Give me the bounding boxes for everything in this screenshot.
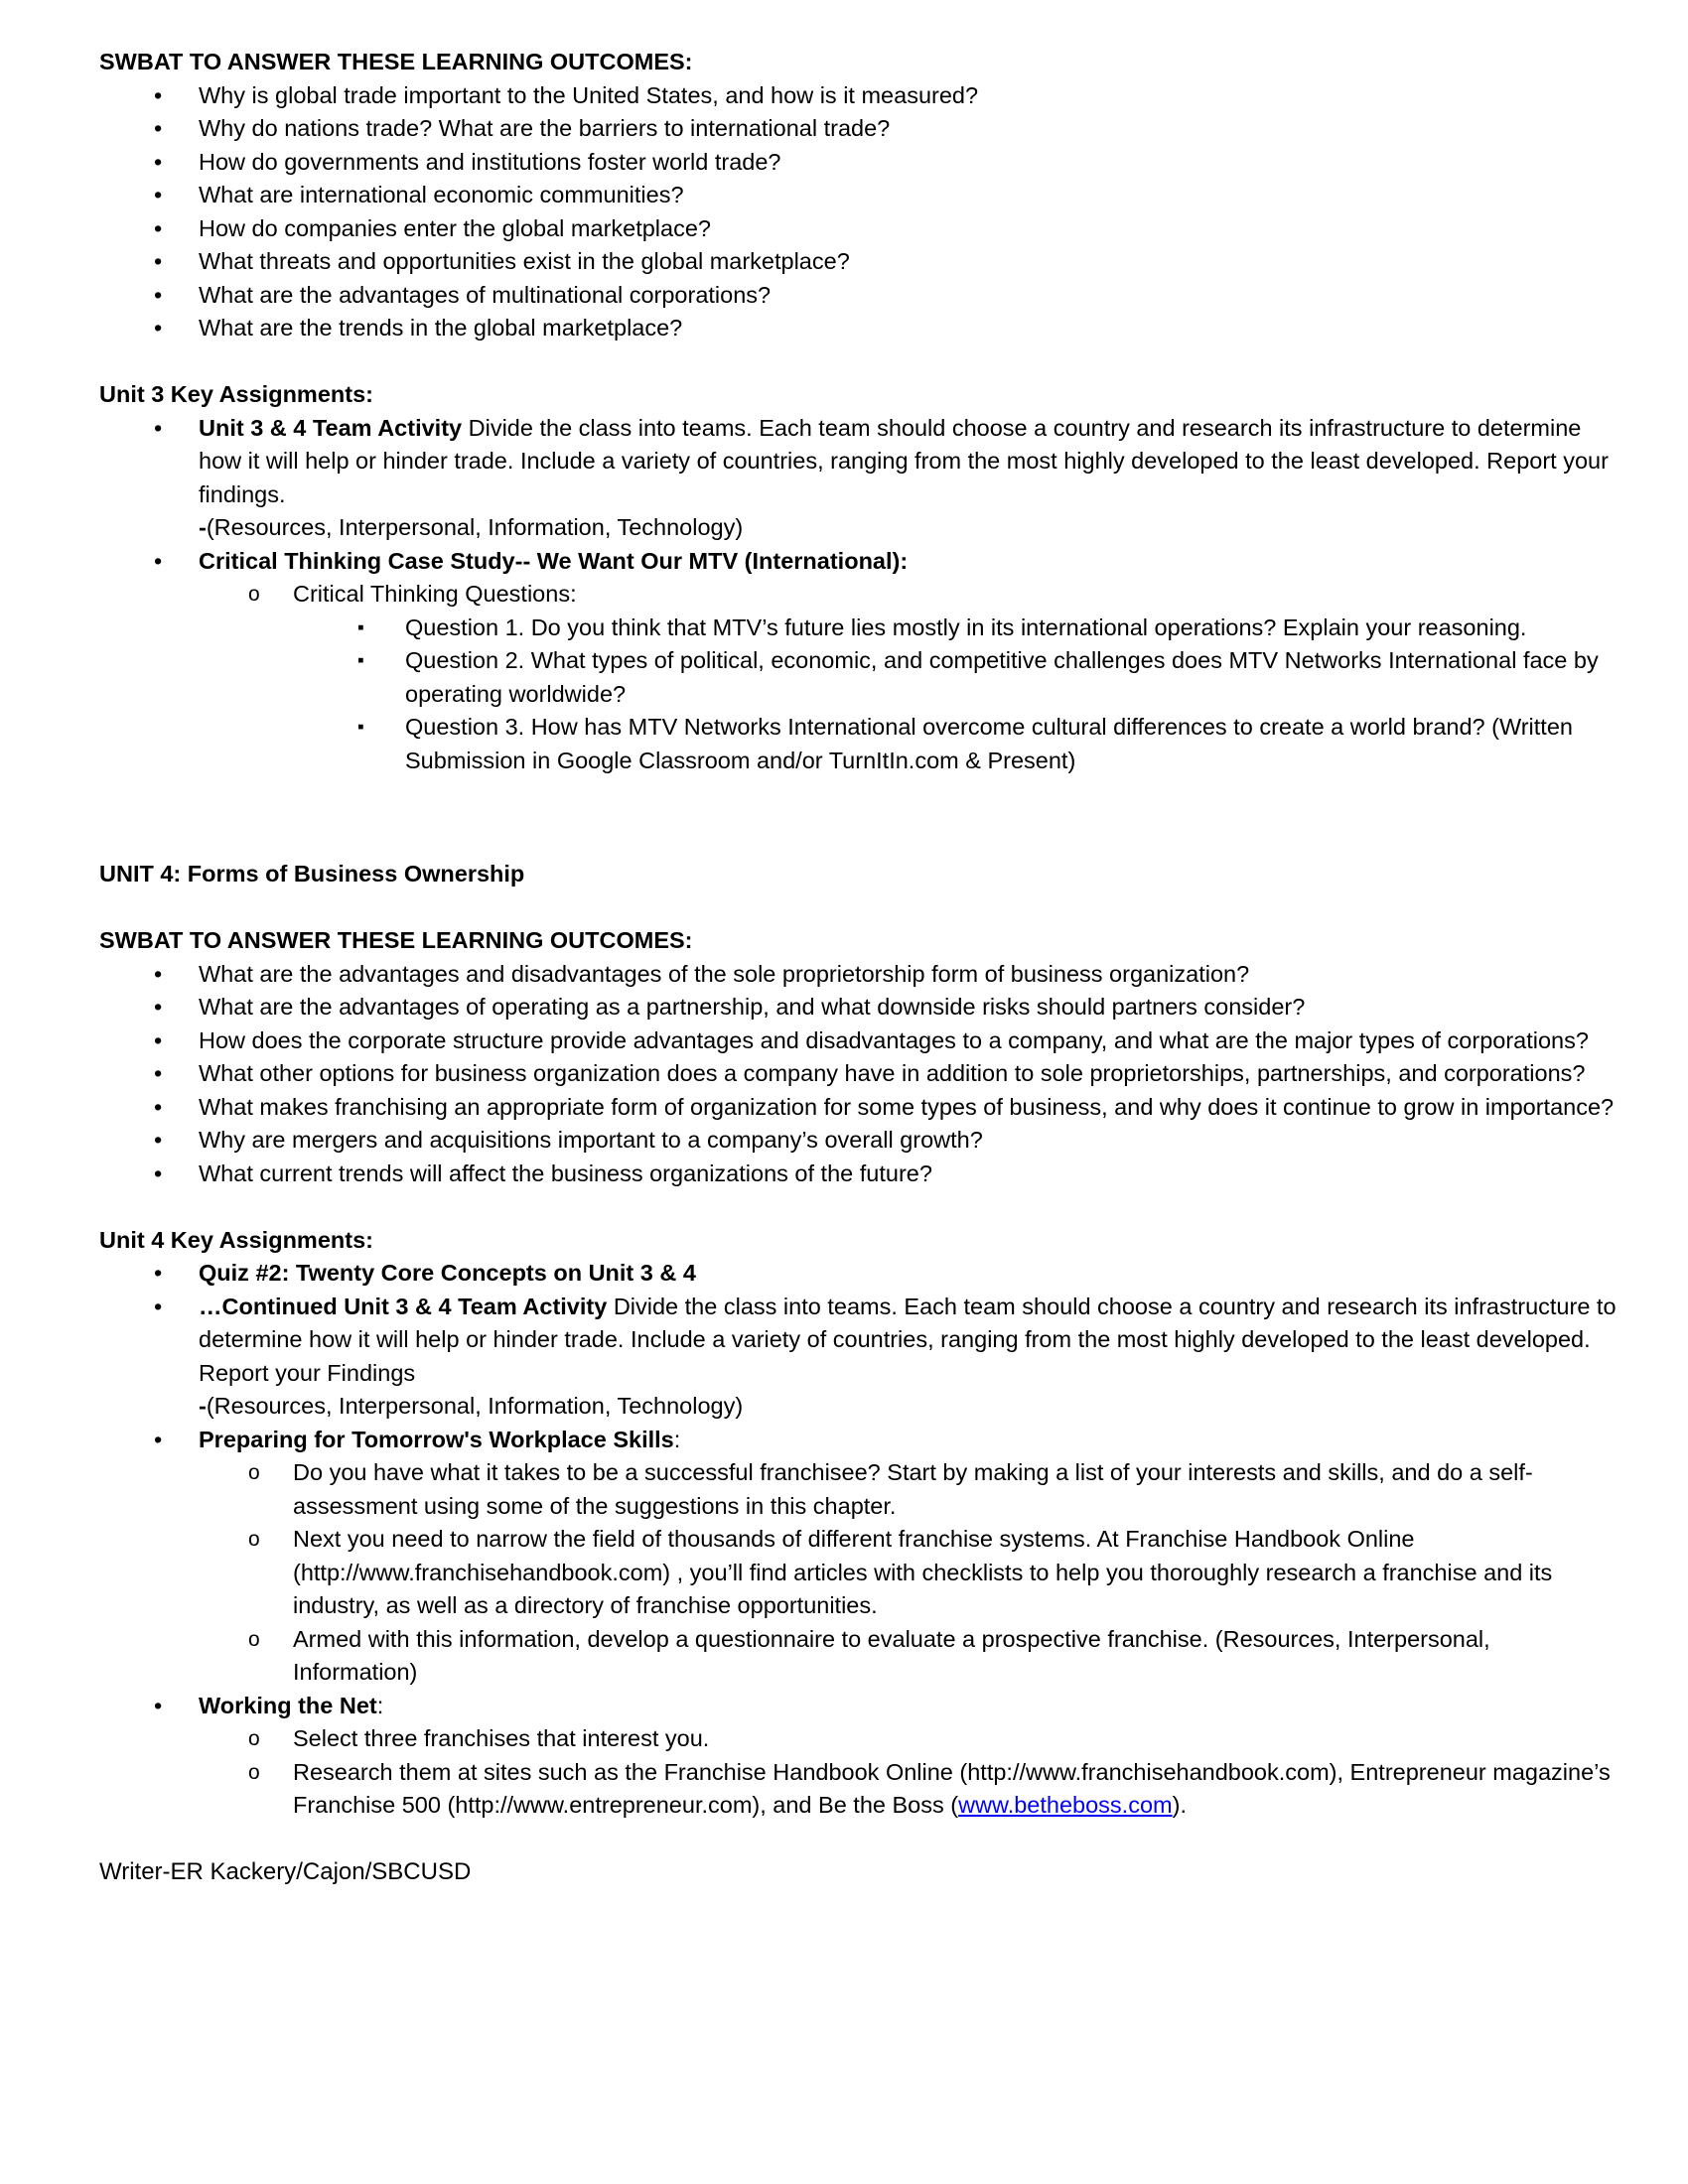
list-item xyxy=(99,279,1618,313)
list-item xyxy=(99,1091,1618,1125)
disc-bullet-icon: • xyxy=(154,547,163,574)
list-item xyxy=(99,1523,1618,1623)
list-item-text xyxy=(405,644,1618,711)
list-item-text xyxy=(199,279,1618,313)
circle-bullet-icon: o xyxy=(248,1528,260,1551)
list-item xyxy=(99,146,1618,180)
scans-tags-line-unit3 xyxy=(99,511,1618,545)
disc-bullet-icon: • xyxy=(154,1426,163,1452)
text-segment: What current trends will affect the business organizations of the future? xyxy=(199,1160,932,1186)
list-item xyxy=(99,312,1618,345)
blank-line xyxy=(99,777,1618,811)
text-segment: How do governments and institutions foster world trade? xyxy=(199,148,781,175)
text-segment: SWBAT TO ANSWER THESE LEARNING OUTCOMES: xyxy=(99,927,693,953)
square-bullet-icon: ▪ xyxy=(357,650,364,671)
disc-bullet-icon: • xyxy=(154,1293,163,1319)
research-franchises-item xyxy=(99,1756,1618,1823)
critical-thinking-case-study-item xyxy=(99,545,1618,579)
circle-bullet-icon: o xyxy=(248,1461,260,1484)
disc-bullet-icon: • xyxy=(154,214,163,241)
text-segment: Do you have what it takes to be a successful franchisee? Start by making a list of your interests and skills, and do a self-assessment using some of the suggestions in this chapter. xyxy=(293,1459,1533,1519)
list-item-text xyxy=(199,179,1618,212)
list-item-text xyxy=(199,245,1618,279)
text-segment: Next you need to narrow the field of thousands of different franchise systems. At Franchise Handbook Online (http://www.franchisehandbook.com) , you’ll find articles with checklists to help you thoroughly research a franchise and its industry, as well as a directory of franchise opportunities. xyxy=(293,1526,1553,1618)
text-segment: Armed with this information, develop a questionnaire to evaluate a prospective franchise. (Resources, Interpersonal, Information) xyxy=(293,1625,1490,1685)
text-segment: How does the corporate structure provide advantages and disadvantages to a company, and what are the major types of corporations? xyxy=(199,1026,1589,1053)
square-bullet-icon: ▪ xyxy=(357,717,364,738)
list-item xyxy=(99,179,1618,212)
list-item xyxy=(99,578,1618,612)
text-segment: What makes franchising an appropriate form of organization for some types of business, and why does it continue to grow in importance? xyxy=(199,1093,1615,1120)
text-segment: What are the advantages of operating as a partnership, and what downside risks should partners consider? xyxy=(199,994,1306,1020)
list-item xyxy=(99,212,1618,246)
text-segment: Why is global trade important to the United States, and how is it measured? xyxy=(199,81,979,108)
text-segment: What are international economic communities? xyxy=(199,182,684,207)
disc-bullet-icon: • xyxy=(154,148,163,175)
list-item-text xyxy=(293,578,1618,612)
list-item xyxy=(99,1623,1618,1690)
list-item-text xyxy=(293,1756,1618,1823)
disc-bullet-icon: • xyxy=(154,281,163,308)
list-item xyxy=(99,991,1618,1024)
text-segment: Question 3. How has MTV Networks International overcome cultural differences to create a world brand? (Written Submission in Google Classroom and/or TurnItIn.com & Present) xyxy=(405,714,1573,773)
blank-line xyxy=(99,345,1618,379)
blank-line xyxy=(99,1190,1618,1224)
list-item xyxy=(99,1057,1618,1091)
quiz2-item xyxy=(99,1257,1618,1291)
unit4-title-heading xyxy=(99,858,1618,891)
continued-team-activity-item xyxy=(99,1291,1618,1391)
text-segment: Why do nations trade? What are the barriers to international trade? xyxy=(199,115,891,141)
disc-bullet-icon: • xyxy=(154,248,163,274)
text-segment: Select three franchises that interest you. xyxy=(293,1725,710,1751)
list-item-text xyxy=(293,1523,1618,1623)
text-segment: Divide the class into teams. Each team should choose a country and research its infrastructure to determine how it will help or hinder trade. Include a variety of countries, ranging from the most highly developed to the least developed. Report your Findings xyxy=(199,1293,1617,1386)
list-item xyxy=(99,245,1618,279)
disc-bullet-icon: • xyxy=(154,1060,163,1086)
text-segment: Working the Net xyxy=(199,1692,377,1718)
list-item-text xyxy=(199,212,1618,246)
disc-bullet-icon: • xyxy=(154,1093,163,1120)
list-item-text xyxy=(199,1424,1618,1457)
list-item-text xyxy=(199,1257,1618,1291)
circle-bullet-icon: o xyxy=(248,583,260,606)
list-item xyxy=(99,644,1618,711)
text-segment: (Resources, Interpersonal, Information, Technology) xyxy=(206,1393,744,1419)
text-segment: What are the advantages and disadvantages of the sole proprietorship form of business organization? xyxy=(199,960,1250,987)
text-segment: - xyxy=(199,514,207,540)
learning-outcomes-heading-unit4 xyxy=(99,924,1618,958)
list-item-text xyxy=(293,1623,1618,1690)
list-item xyxy=(99,1158,1618,1191)
list-item-text xyxy=(199,958,1618,992)
text-segment: Why are mergers and acquisitions important to a company’s overall growth? xyxy=(199,1127,983,1153)
list-item-text xyxy=(199,1158,1618,1191)
square-bullet-icon: ▪ xyxy=(357,616,364,638)
list-item xyxy=(99,1722,1618,1756)
text-segment: Unit 3 Key Assignments: xyxy=(99,381,373,407)
text-segment: What are the advantages of multinational corporations? xyxy=(199,281,772,308)
disc-bullet-icon: • xyxy=(154,1127,163,1153)
text-segment: (Resources, Interpersonal, Information, Technology) xyxy=(206,514,744,540)
disc-bullet-icon: • xyxy=(154,1692,163,1718)
text-segment: What other options for business organization does a company have in addition to sole proprietorships, partnerships, and corporations? xyxy=(199,1060,1586,1086)
list-item-text xyxy=(199,112,1618,146)
document-body xyxy=(99,46,1618,1823)
text-segment: SWBAT TO ANSWER THESE LEARNING OUTCOMES: xyxy=(99,49,693,74)
disc-bullet-icon: • xyxy=(154,81,163,108)
text-segment: ). xyxy=(1172,1792,1187,1818)
list-item xyxy=(99,1456,1618,1523)
footer-credit: Writer-ER Kackery/Cajon/SBCUSD xyxy=(99,1858,472,1885)
text-segment: Unit 4 Key Assignments: xyxy=(99,1226,373,1253)
text-segment: : xyxy=(673,1426,681,1452)
list-item-text xyxy=(199,1091,1618,1125)
unit3-team-activity-item xyxy=(99,412,1618,512)
list-item-text xyxy=(199,1291,1618,1391)
text-segment: Question 2. What types of political, economic, and competitive challenges does MTV Networks International face by operating worldwide? xyxy=(405,647,1599,707)
circle-bullet-icon: o xyxy=(248,1760,260,1784)
text-segment: Unit 3 & 4 Team Activity xyxy=(199,414,463,441)
disc-bullet-icon: • xyxy=(154,182,163,207)
list-item xyxy=(99,711,1618,777)
text-segment: UNIT 4: Forms of Business Ownership xyxy=(99,861,525,887)
text-segment: Divide the class into teams. Each team should choose a country and research its infrastructure to determine how it will help or hinder trade. Include a variety of countries, ranging from the most highly developed to the least developed. Report your findings. xyxy=(199,414,1609,507)
list-item-text xyxy=(199,1690,1618,1723)
disc-bullet-icon: • xyxy=(154,115,163,141)
disc-bullet-icon: • xyxy=(154,960,163,987)
list-item-text xyxy=(405,711,1618,777)
list-item-text xyxy=(293,1722,1618,1756)
betheboss-link[interactable]: www.betheboss.com xyxy=(958,1792,1173,1818)
disc-bullet-icon: • xyxy=(154,994,163,1020)
text-segment: Research them at sites such as the Franchise Handbook Online (http://www.franchisehandbook.com), Entrepreneur magazine’s Franchise 500 (http://www.entrepreneur.com), and Be the Boss ( xyxy=(293,1758,1611,1818)
learning-outcomes-heading-unit3 xyxy=(99,46,1618,79)
list-item xyxy=(99,79,1618,113)
list-item-text xyxy=(199,312,1618,345)
blank-line xyxy=(99,811,1618,845)
list-item xyxy=(99,1124,1618,1158)
scans-tags-line-unit4 xyxy=(99,1390,1618,1424)
list-item-text xyxy=(199,545,1618,579)
unit3-key-assignments-heading xyxy=(99,378,1618,412)
text-segment: What are the trends in the global marketplace? xyxy=(199,315,683,341)
unit4-key-assignments-heading xyxy=(99,1224,1618,1258)
disc-bullet-icon: • xyxy=(154,315,163,341)
blank-line xyxy=(99,1823,1618,1856)
text-segment: Critical Thinking Case Study-- We Want Our MTV (International): xyxy=(199,547,909,574)
list-item-text xyxy=(199,1124,1618,1158)
list-item-text xyxy=(199,1057,1618,1091)
text-segment: - xyxy=(199,1393,207,1419)
circle-bullet-icon: o xyxy=(248,1727,260,1750)
text-segment: : xyxy=(376,1692,384,1718)
list-item xyxy=(99,958,1618,992)
list-item-text xyxy=(199,146,1618,180)
preparing-workplace-skills-item xyxy=(99,1424,1618,1457)
text-segment: Critical Thinking Questions: xyxy=(293,581,577,607)
circle-bullet-icon: o xyxy=(248,1627,260,1651)
text-segment: …Continued Unit 3 & 4 Team Activity xyxy=(199,1293,608,1319)
disc-bullet-icon: • xyxy=(154,1260,163,1286)
disc-bullet-icon: • xyxy=(154,1026,163,1053)
list-item-text xyxy=(199,1024,1618,1058)
text-segment: What threats and opportunities exist in the global marketplace? xyxy=(199,248,850,274)
text-segment: How do companies enter the global marketplace? xyxy=(199,214,711,241)
text-segment: Question 1. Do you think that MTV’s future lies mostly in its international operations? Explain your reasoning. xyxy=(405,614,1527,640)
list-item-text xyxy=(293,1456,1618,1523)
blank-line xyxy=(99,891,1618,925)
working-the-net-item xyxy=(99,1690,1618,1723)
disc-bullet-icon: • xyxy=(154,1160,163,1186)
list-item xyxy=(99,112,1618,146)
list-item-text xyxy=(199,412,1618,512)
text-segment: Preparing for Tomorrow's Workplace Skills xyxy=(199,1426,674,1452)
list-item-text xyxy=(405,612,1618,645)
text-segment: Quiz #2: Twenty Core Concepts on Unit 3 & 4 xyxy=(199,1260,696,1286)
list-item-text xyxy=(199,79,1618,113)
list-item xyxy=(99,612,1618,645)
list-item-text xyxy=(199,991,1618,1024)
list-item xyxy=(99,1024,1618,1058)
disc-bullet-icon: • xyxy=(154,414,163,441)
